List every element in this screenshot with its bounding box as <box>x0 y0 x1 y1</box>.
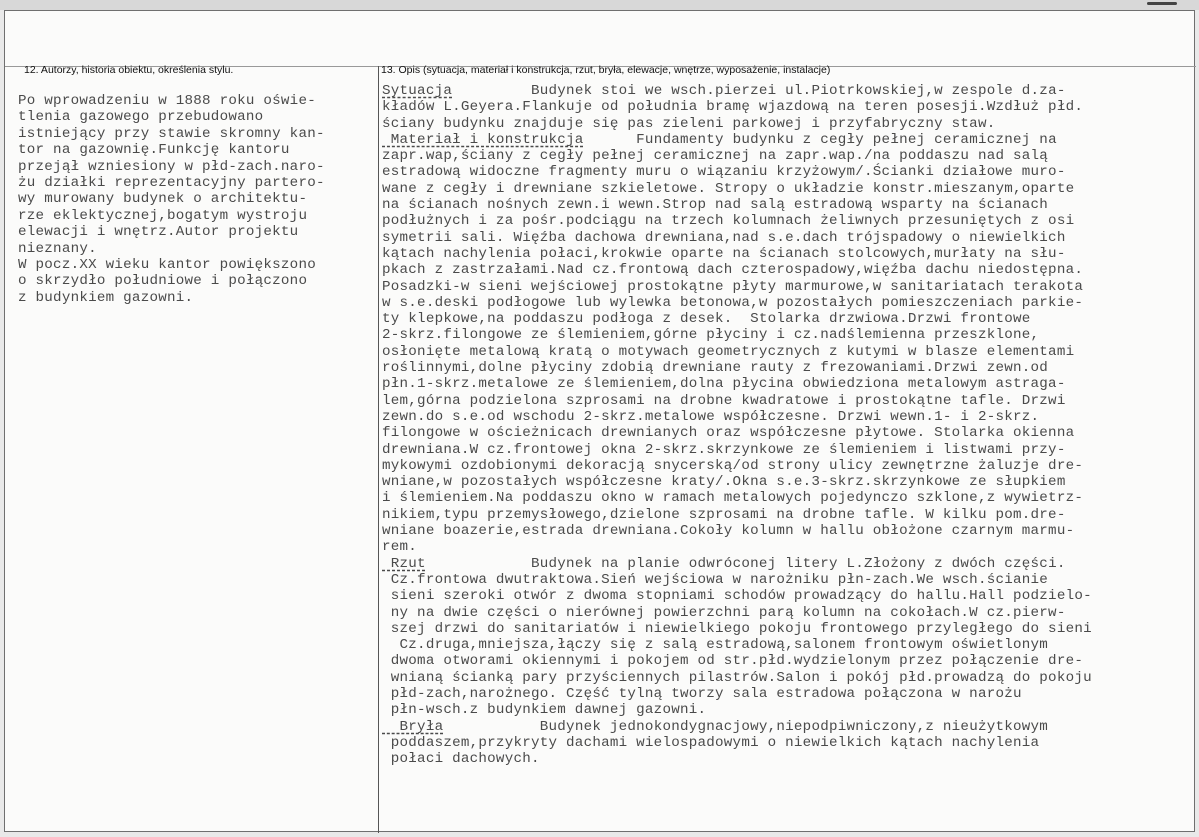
history-line: nieznany. <box>18 240 97 257</box>
description-line-text: wniane boazerie,estrada drewniana.Cokoły kolumn w hallu obłożone czarnym marmu- <box>382 523 1075 540</box>
description-line <box>382 588 1092 604</box>
section-label: Bryła <box>382 718 444 735</box>
history-line: Po wprowadzeniu w 1888 roku oświe- <box>18 93 316 109</box>
description-line-text: ściany budynku znajduje się pas zieleni parkowej i przyfabryczny staw. <box>382 115 996 132</box>
description-line <box>382 246 1092 262</box>
description-line <box>382 197 1092 213</box>
description-line <box>382 702 1092 718</box>
description-line-text: wnianą ścianką pary przyściennych pilastrów.Salon i pokój płd.prowadzą do pokoju <box>382 669 1092 686</box>
description-line <box>382 490 1092 506</box>
history-line: tlenia gazowego przebudowano <box>18 109 264 126</box>
section-label: Sytuacja <box>382 83 453 99</box>
description-line-text: symetrii sali. Więźba dachowa drewniana,nad s.e.dach trójspadowy o niewielkich <box>382 229 1066 246</box>
description-line-text: szej drzwi do sanitariatów i niewielkiego pokoju frontowego przyległego do sieni <box>382 620 1092 637</box>
description-line <box>382 376 1092 392</box>
description-line-text: Fundamenty budynku z cegły pełnej ceramicznej na <box>583 131 1057 148</box>
section-line <box>382 719 1092 735</box>
description-line-text: rem. <box>382 539 418 556</box>
description-line <box>382 116 1092 132</box>
section-line <box>382 83 1092 99</box>
section-label: Materiał i konstrukcja <box>382 131 584 148</box>
description-line-text: wniane,w pozostałych współczesne kraty/.Okna s.e.3-skrz.skrzynkowe ze słupkiem <box>382 474 1066 491</box>
description-line-text: ty klepkowe,na poddaszu podłoga z desek. Stolarka drzwiowa.Drzwi frontowe <box>382 311 1031 328</box>
description-line <box>382 621 1092 637</box>
description-line <box>382 311 1092 327</box>
description-line-text: Budynek stoi we wsch.pierzei ul.Piotrkowskiej,w zespole d.za- <box>452 83 1066 99</box>
description-line-text: 2-skrz.filongowe ze ślemieniem,górne płyciny i cz.nadślemienna przeszklone, <box>382 327 1040 344</box>
scan-mark <box>1147 2 1177 5</box>
description-line-text: filongowe w ościeżnicach drewnianych oraz współczesne płytowe. Stolarka okienna <box>382 425 1075 442</box>
description-line <box>382 686 1092 702</box>
description-line <box>382 279 1092 295</box>
history-line: żu działki reprezentacyjny partero- <box>18 174 325 191</box>
description-line-text: Cz.frontowa dwutraktowa.Sień wejściowa w narożniku płn-zach.We wsch.ścianie <box>382 571 1049 588</box>
description-line-text: lem,górna podzielona szprosami na drobne kwadratowe i prostokątne tafle. Drzwi <box>382 392 1066 409</box>
description-line <box>382 572 1092 588</box>
description-line-text: na ścianach nośnych zewn.i wewn.Strop nad salą estradową wsparty na ścianach <box>382 197 1049 214</box>
description-line <box>382 409 1092 425</box>
description-line-text: płn-wsch.z budynkiem dawnej gazowni. <box>382 702 707 719</box>
description-line <box>382 670 1092 686</box>
description-line-text: osłonięte metalową kratą o motywach geometrycznych z kutymi w blasze elementami <box>382 343 1075 360</box>
description-line-text: poddaszem,przykryty dachami wielospadowymi o niewielkich kątach nachylenia <box>382 734 1040 751</box>
description-line <box>382 523 1092 539</box>
description-line <box>382 605 1092 621</box>
description-line-text: pkach z zastrzałami.Nad cz.frontową dach czterospadowy,więźba dachu niedostępna. <box>382 262 1084 279</box>
description-line-text: ny na dwie części o nierównej powierzchni parą kolumn na cokołach.W cz.pierw- <box>382 604 1066 621</box>
history-line: z budynkiem gazowni. <box>18 289 194 306</box>
description-line-text: w s.e.deski podłogowe lub wylewka betonowa,w pozostałych pomieszczeniach parkie- <box>382 294 1084 311</box>
description-line <box>382 344 1092 360</box>
history-line: tor na gazownię.Funkcję kantoru <box>18 142 290 159</box>
description-line-text: i ślemieniem.Na poddaszu okno w ramach metalowych pojedynczo szklone,z wywietrz- <box>382 490 1084 507</box>
description-line-text: mykowymi ozdobionymi dekoracją snycerską/od strony ulicy zewnętrzne żaluzje dre- <box>382 457 1084 474</box>
description-line-text: dwoma otworami okiennymi i pokojem od str.płd.wydzielonym przez połączenie dre- <box>382 653 1084 670</box>
history-line: W pocz.XX wieku kantor powiększono <box>18 256 316 273</box>
section-line <box>382 132 1092 148</box>
description-line-text: kładów L.Geyera.Flankuje od południa bramę wjazdową na teren posesji.Wzdłuż płd. <box>382 99 1084 116</box>
left-column-header: 12. Autorzy, historia obiektu, określenia stylu. <box>24 64 234 76</box>
description-line <box>382 213 1092 229</box>
description-line-text: Posadzki-w sieni wejściowej prostokątne płyty marmurowe,w sanitariatach terakota <box>382 278 1084 295</box>
description-line <box>382 99 1092 115</box>
description-line <box>382 230 1092 246</box>
description-line-text: zewn.do s.e.od wschodu 2-skrz.metalowe współczesne. Drzwi wewn.1- i 2-skrz. <box>382 408 1040 425</box>
description-line-text: podłużnych i za pośr.podciągu na trzech kolumnach żeliwnych przesuniętych z osi <box>382 213 1075 230</box>
description-line-text: połaci dachowych. <box>382 751 540 768</box>
section-label: Rzut <box>382 555 426 572</box>
description-line <box>382 327 1092 343</box>
description-line-text: Cz.druga,mniejsza,łączy się z salą estradową,salonem frontowym oświetlonym <box>382 637 1049 654</box>
description-line <box>382 262 1092 278</box>
description-line-text: sieni szeroki otwór z dwoma stopniami schodów prowadzący do hallu.Hall podzielo- <box>382 588 1092 605</box>
description-line <box>382 442 1092 458</box>
description-line-text: płn.1-skrz.metalowe ze ślemieniem,dolna płycina obwiedziona metalowym astraga- <box>382 376 1066 393</box>
description-line <box>382 164 1092 180</box>
right-column-header: 13. Opis (sytuacja, materiał i konstrukcja, rzut, bryła, elewacje, wnętrze, wyposażenie, instalacje) <box>381 64 831 76</box>
description-line-text: drewniana.W cz.frontowej okna 2-skrz.skrzynkowe ze ślemieniem i listwami przy- <box>382 441 1066 458</box>
description-line <box>382 653 1092 669</box>
description-line <box>382 735 1092 751</box>
description-line-text: Budynek jednokondygnacjowy,niepodpiwniczony,z nieużytkowym <box>443 718 1049 735</box>
description-line <box>382 295 1092 311</box>
description-line-text: płd-zach,narożnego. Część tylną tworzy sala estradowa połączona w narożu <box>382 685 1022 702</box>
history-line: wy murowany budynek o architektu- <box>18 191 308 208</box>
description-text <box>382 83 1092 767</box>
column-divider <box>378 66 379 833</box>
history-text <box>18 93 325 306</box>
description-line <box>382 637 1092 653</box>
history-line: przejął wzniesiony w płd-zach.naro- <box>18 158 325 175</box>
description-line-text: Budynek na planie odwróconej litery L.Złożony z dwóch części. <box>425 555 1066 572</box>
description-line <box>382 181 1092 197</box>
description-line-text: kątach nachylenia połaci,krokwie oparte na ścianach stolcowych,murłaty na słu- <box>382 245 1066 262</box>
description-line <box>382 507 1092 523</box>
description-line-text: estradową widoczne fragmenty muru o wiązaniu krzyżowym/.Ścianki działowe muro- <box>382 164 1066 181</box>
history-line: istniejący przy stawie skromny kan- <box>18 125 325 142</box>
description-line <box>382 360 1092 376</box>
description-line <box>382 393 1092 409</box>
history-line: rze eklektycznej,bogatym wystroju <box>18 207 308 224</box>
description-line <box>382 474 1092 490</box>
description-line-text: roślinnymi,dolne płyciny zdobią drewniane rauty z frezowaniami.Drzwi zewn.od <box>382 360 1049 377</box>
description-line-text: wane z cegły i drewniane szkieletowe. Stropy o układzie konstr.mieszanym,oparte <box>382 180 1075 197</box>
description-line <box>382 539 1092 555</box>
description-line <box>382 425 1092 441</box>
history-line: o skrzydło południowe i połączono <box>18 273 308 290</box>
description-line <box>382 458 1092 474</box>
section-line <box>382 556 1092 572</box>
description-line <box>382 751 1092 767</box>
description-line-text: zapr.wap,ściany z cegły pełnej ceramicznej na zapr.wap./na poddaszu nad salą <box>382 148 1049 165</box>
description-line-text: nikiem,typu przemysłowego,dzielone szprosami na drobne tafle. W kilku pom.dre- <box>382 506 1066 523</box>
history-line: elewacji i wnętrz.Autor projektu <box>18 224 299 241</box>
scan-top-edge <box>0 0 1199 10</box>
description-line <box>382 148 1092 164</box>
